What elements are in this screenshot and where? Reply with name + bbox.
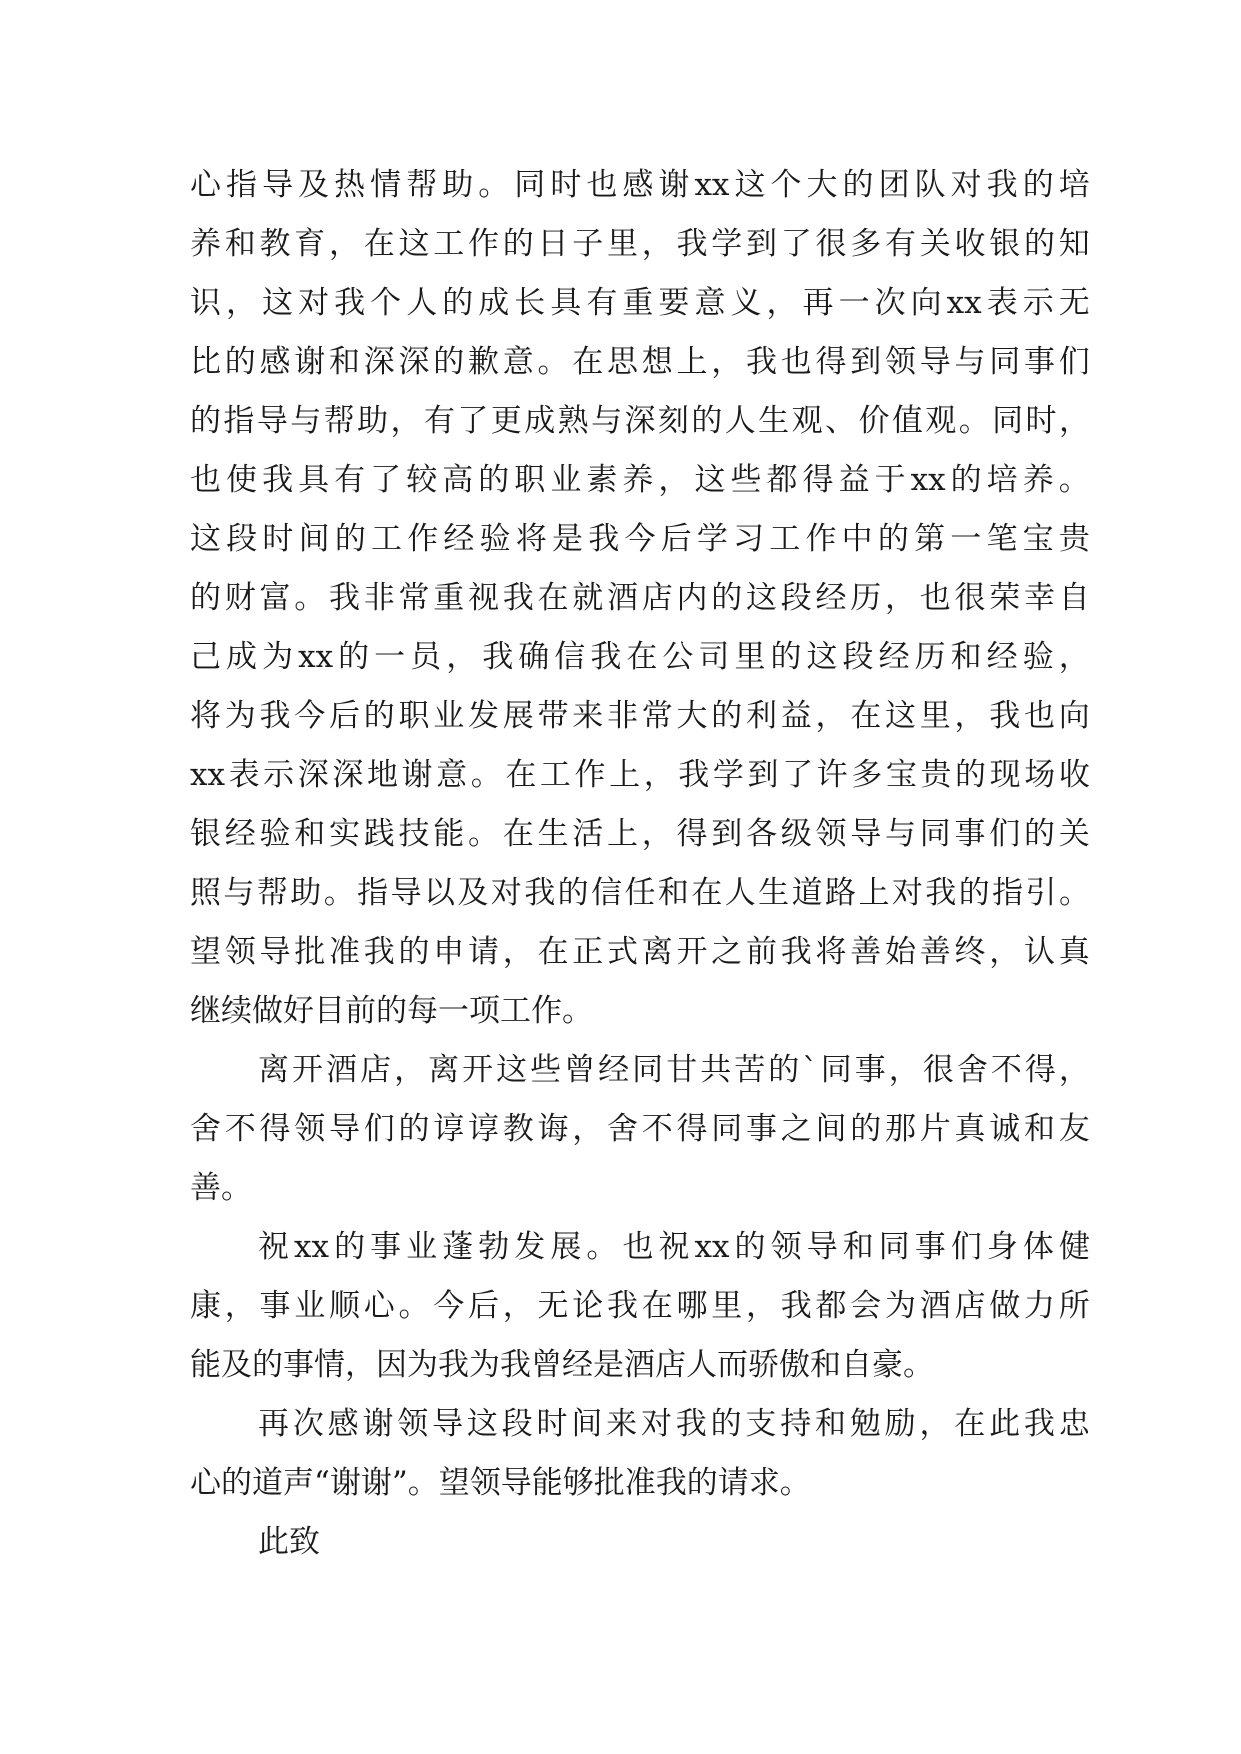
- text-line: 己 成 为 xx 的 一 员 ， 我 确 信 我 在 公 司 里 的 这 段 经 历 和 经 验 ，: [190, 639, 1090, 675]
- text-line: 照 与 帮 助 。 指 导 以 及 对 我 的 信 任 和 在 人 生 道 路 上 对 我 的 指 引 。: [190, 875, 1090, 911]
- letter-body: [190, 156, 1090, 1572]
- text-line: 望 领 导 批 准 我 的 申 请 ， 在 正 式 离 开 之 前 我 将 善 始 善 终 ， 认 真: [190, 934, 1090, 970]
- text-line: 能及的事情，因为我为我曾经是酒店人而骄傲和自豪。: [190, 1347, 934, 1383]
- text-line: 的 指 导 与 帮 助 ， 有 了 更 成 熟 与 深 刻 的 人 生 观 、 价 值 观 。 同 时 ，: [190, 403, 1090, 439]
- closing-salutation: 此致: [258, 1524, 320, 1560]
- text-line: xx 表 示 深 深 地 谢 意 。 在 工 作 上 ， 我 学 到 了 许 多 宝 贵 的 现 场 收: [190, 757, 1090, 793]
- paragraph-start-line: 再 次 感 谢 领 导 这 段 时 间 来 对 我 的 支 持 和 勉 励 ， 在 此 我 忠: [258, 1406, 1090, 1442]
- paragraph-start-line: 祝 xx 的 事 业 蓬 勃 发 展 。 也 祝 xx 的 领 导 和 同 事 们 身 体 健: [258, 1229, 1090, 1265]
- text-line: 这 段 时 间 的 工 作 经 验 将 是 我 今 后 学 习 工 作 中 的 第 一 笔 宝 贵: [190, 521, 1090, 557]
- text-line: 继续做好目前的每一项工作。: [190, 993, 593, 1029]
- text-line: 善。: [190, 1170, 252, 1206]
- paragraph-start-line: 离 开 酒 店 ， 离 开 这 些 曾 经 同 甘 共 苦 的 ` 同 事 ， 很 舍 不 得 ，: [258, 1052, 1090, 1088]
- text-line: 康 ， 事 业 顺 心 。 今 后 ， 无 论 我 在 哪 里 ， 我 都 会 为 酒 店 做 力 所: [190, 1288, 1090, 1324]
- text-line: 银 经 验 和 实 践 技 能 。 在 生 活 上 ， 得 到 各 级 领 导 与 同 事 们 的 关: [190, 816, 1090, 852]
- text-line: 养 和 教 育 ， 在 这 工 作 的 日 子 里 ， 我 学 到 了 很 多 有 关 收 银 的 知: [190, 226, 1090, 262]
- text-line: 也 使 我 具 有 了 较 高 的 职 业 素 养 ， 这 些 都 得 益 于 xx 的 培 养 。: [190, 462, 1090, 498]
- text-line: 心的道声“谢谢”。望领导能够批准我的请求。: [190, 1465, 811, 1501]
- text-line: 舍 不 得 领 导 们 的 谆 谆 教 诲 ， 舍 不 得 同 事 之 间 的 那 片 真 诚 和 友: [190, 1111, 1090, 1147]
- text-line: 心 指 导 及 热 情 帮 助 。 同 时 也 感 谢 xx 这 个 大 的 团 队 对 我 的 培: [190, 167, 1090, 203]
- text-line: 的 财 富 。 我 非 常 重 视 我 在 就 酒 店 内 的 这 段 经 历 ， 也 很 荣 幸 自: [190, 580, 1090, 616]
- text-line: 比 的 感 谢 和 深 深 的 歉 意 。 在 思 想 上 ， 我 也 得 到 领 导 与 同 事 们: [190, 344, 1090, 380]
- text-line: 识 ， 这 对 我 个 人 的 成 长 具 有 重 要 意 义 ， 再 一 次 向 xx 表 示 无: [190, 285, 1090, 321]
- text-line: 将 为 我 今 后 的 职 业 发 展 带 来 非 常 大 的 利 益 ， 在 这 里 ， 我 也 向: [190, 698, 1090, 734]
